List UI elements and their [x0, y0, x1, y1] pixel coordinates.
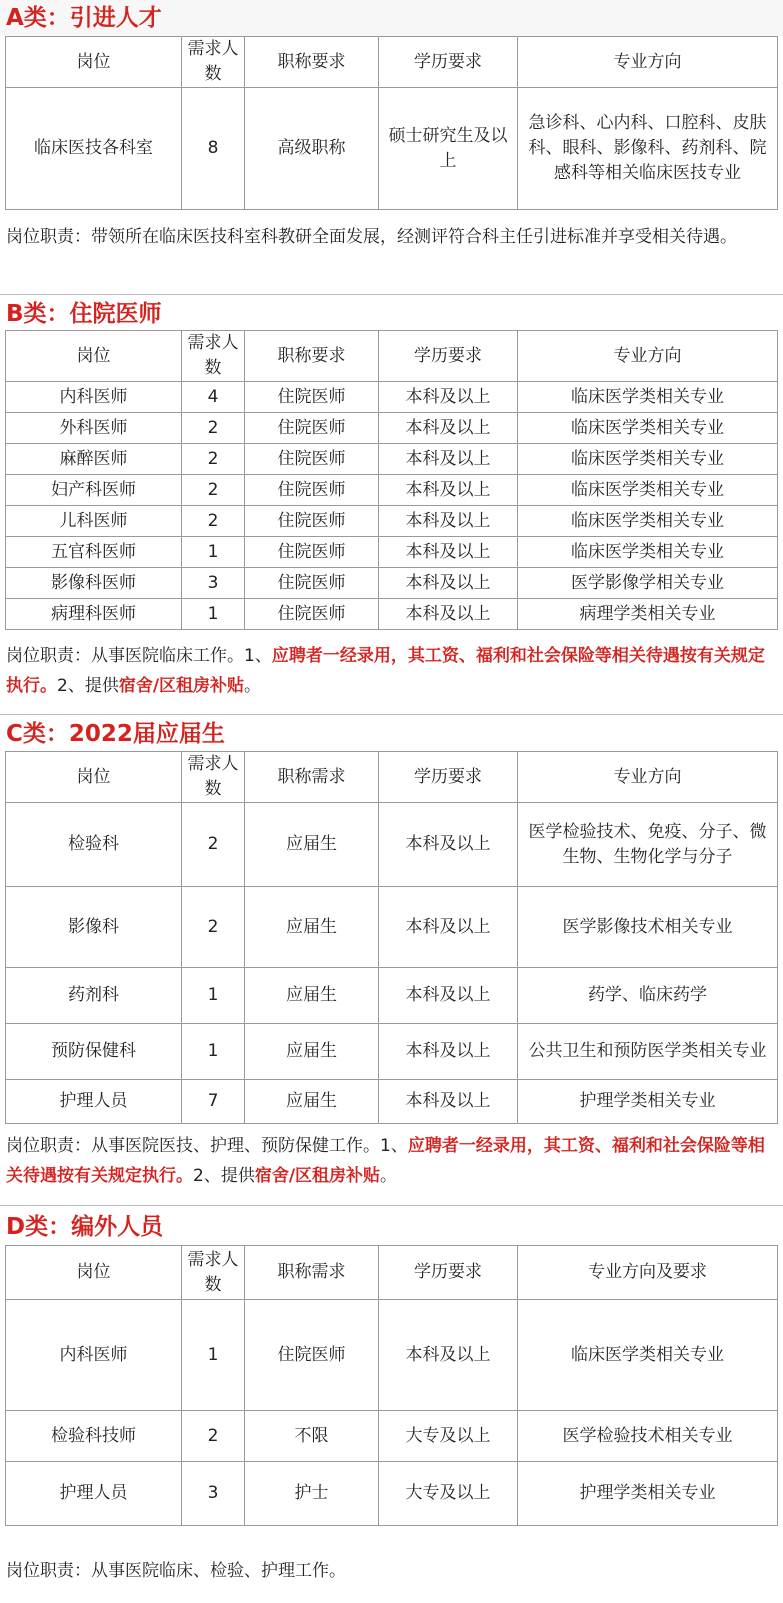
- section-c-title: C类：2022届应届生: [6, 721, 225, 747]
- cell-major: 公共卫生和预防医学类相关专业: [518, 1024, 778, 1080]
- header-major: 专业方向: [518, 752, 778, 803]
- table-row: [6, 568, 778, 599]
- cell-title: 应届生: [245, 968, 379, 1024]
- cell-edu: 本科及以上: [379, 413, 518, 444]
- divider: [0, 294, 783, 295]
- divider: [0, 1205, 783, 1206]
- header-post: 岗位: [6, 37, 182, 88]
- cell-title: 住院医师: [245, 382, 379, 413]
- cell-edu: 本科及以上: [379, 537, 518, 568]
- cell-post: 检验科: [6, 803, 182, 887]
- cell-edu: 本科及以上: [379, 1080, 518, 1124]
- section-c-duty: [0, 1131, 783, 1191]
- cell-count: 7: [182, 1080, 245, 1124]
- cell-count: 1: [182, 1024, 245, 1080]
- cell-count: 3: [182, 1462, 245, 1526]
- cell-edu: 本科及以上: [379, 382, 518, 413]
- table-row: [6, 506, 778, 537]
- table-row: [6, 803, 778, 887]
- header-edu: 学历要求: [379, 37, 518, 88]
- cell-edu: 本科及以上: [379, 475, 518, 506]
- cell-post: 内科医师: [6, 382, 182, 413]
- cell-post: 病理科医师: [6, 599, 182, 630]
- cell-major: 临床医学类相关专业: [518, 475, 778, 506]
- table-row: [6, 88, 778, 210]
- cell-title: 应届生: [245, 1024, 379, 1080]
- section-b-table: [5, 330, 778, 630]
- table-row: [6, 413, 778, 444]
- header-major: 专业方向: [518, 331, 778, 382]
- cell-title: 应届生: [245, 887, 379, 968]
- cell-count: 2: [182, 475, 245, 506]
- cell-title: 住院医师: [245, 568, 379, 599]
- cell-major: 临床医学类相关专业: [518, 382, 778, 413]
- cell-post: 妇产科医师: [6, 475, 182, 506]
- cell-title: 住院医师: [245, 599, 379, 630]
- cell-title: 住院医师: [245, 475, 379, 506]
- cell-post: 检验科技师: [6, 1411, 182, 1462]
- table-row: [6, 1024, 778, 1080]
- cell-post: 外科医师: [6, 413, 182, 444]
- cell-count: 4: [182, 382, 245, 413]
- cell-edu: 本科及以上: [379, 599, 518, 630]
- cell-post: 儿科医师: [6, 506, 182, 537]
- cell-post: 临床医技各科室: [6, 88, 182, 210]
- cell-major: 病理学类相关专业: [518, 599, 778, 630]
- table-header-row: [6, 752, 778, 803]
- cell-edu: 本科及以上: [379, 444, 518, 475]
- header-edu: 学历要求: [379, 752, 518, 803]
- cell-count: 2: [182, 413, 245, 444]
- cell-post: 护理人员: [6, 1462, 182, 1526]
- table-row: [6, 382, 778, 413]
- header-title: 职称需求: [245, 1246, 379, 1300]
- cell-edu: 本科及以上: [379, 568, 518, 599]
- cell-edu: 本科及以上: [379, 506, 518, 537]
- divider: [0, 714, 783, 715]
- cell-major: 急诊科、心内科、口腔科、皮肤科、眼科、影像科、药剂科、院感科等相关临床医技专业: [518, 88, 778, 210]
- table-header-row: [6, 331, 778, 382]
- cell-post: 影像科医师: [6, 568, 182, 599]
- cell-title: 应届生: [245, 1080, 379, 1124]
- cell-title: 高级职称: [245, 88, 379, 210]
- cell-post: 麻醉医师: [6, 444, 182, 475]
- cell-title: 住院医师: [245, 413, 379, 444]
- table-header-row: [6, 1246, 778, 1300]
- cell-count: 1: [182, 599, 245, 630]
- duty-text: 2、提供: [57, 676, 119, 696]
- cell-edu: 本科及以上: [379, 887, 518, 968]
- header-count: 需求人数: [182, 331, 245, 382]
- duty-text: 岗位职责：从事医院临床工作。1、: [6, 646, 272, 666]
- cell-major: 医学影像技术相关专业: [518, 887, 778, 968]
- header-count: 需求人数: [182, 37, 245, 88]
- cell-count: 8: [182, 88, 245, 210]
- cell-post: 内科医师: [6, 1300, 182, 1411]
- cell-major: 医学检验技术、免疫、分子、微生物、生物化学与分子: [518, 803, 778, 887]
- cell-major: 临床医学类相关专业: [518, 1300, 778, 1411]
- cell-edu: 硕士研究生及以上: [379, 88, 518, 210]
- cell-major: 临床医学类相关专业: [518, 537, 778, 568]
- cell-title: 住院医师: [245, 537, 379, 568]
- cell-count: 1: [182, 537, 245, 568]
- header-count: 需求人数: [182, 752, 245, 803]
- cell-post: 药剂科: [6, 968, 182, 1024]
- section-c-table: [5, 751, 778, 1124]
- duty-highlight: 宿舍/区租房补贴: [254, 1166, 381, 1186]
- header-title: 职称需求: [245, 752, 379, 803]
- section-a-duty: 岗位职责：带领所在临床医技科室科教研全面发展，经测评符合科主任引进标准并享受相关待遇。: [6, 227, 737, 247]
- cell-major: 医学检验技术相关专业: [518, 1411, 778, 1462]
- table-row: [6, 887, 778, 968]
- cell-edu: 大专及以上: [379, 1411, 518, 1462]
- cell-edu: 大专及以上: [379, 1462, 518, 1526]
- header-title: 职称要求: [245, 37, 379, 88]
- cell-count: 1: [182, 1300, 245, 1411]
- cell-post: 护理人员: [6, 1080, 182, 1124]
- header-post: 岗位: [6, 1246, 182, 1300]
- section-d-table: [5, 1245, 778, 1526]
- table-row: [6, 968, 778, 1024]
- header-edu: 学历要求: [379, 1246, 518, 1300]
- table-row: [6, 444, 778, 475]
- cell-title: 护士: [245, 1462, 379, 1526]
- cell-major: 护理学类相关专业: [518, 1462, 778, 1526]
- cell-title: 住院医师: [245, 444, 379, 475]
- table-header-row: [6, 37, 778, 88]
- cell-post: 预防保健科: [6, 1024, 182, 1080]
- cell-count: 2: [182, 1411, 245, 1462]
- section-a-table: [5, 36, 778, 210]
- cell-edu: 本科及以上: [379, 968, 518, 1024]
- header-count: 需求人数: [182, 1246, 245, 1300]
- duty-highlight: 应聘者一经录用，其工资、福利和社会保险等相关待遇按有关规定执行。: [6, 1136, 765, 1186]
- cell-post: 五官科医师: [6, 537, 182, 568]
- cell-major: 护理学类相关专业: [518, 1080, 778, 1124]
- cell-edu: 本科及以上: [379, 1024, 518, 1080]
- cell-count: 2: [182, 803, 245, 887]
- cell-post: 影像科: [6, 887, 182, 968]
- duty-text: 岗位职责：从事医院医技、护理、预防保健工作。1、: [6, 1136, 408, 1156]
- cell-major: 药学、临床药学: [518, 968, 778, 1024]
- table-row: [6, 1300, 778, 1411]
- duty-text: 。: [380, 1166, 398, 1186]
- header-title: 职称要求: [245, 331, 379, 382]
- cell-count: 2: [182, 887, 245, 968]
- section-a-title: A类：引进人才: [0, 0, 783, 36]
- section-d-duty: 岗位职责：从事医院临床、检验、护理工作。: [6, 1561, 346, 1581]
- table-row: [6, 475, 778, 506]
- duty-highlight: 应聘者一经录用，其工资、福利和社会保险等相关待遇按有关规定执行。: [6, 646, 765, 696]
- cell-title: 应届生: [245, 803, 379, 887]
- cell-major: 医学影像学相关专业: [518, 568, 778, 599]
- duty-text: 。: [244, 676, 262, 696]
- cell-major: 临床医学类相关专业: [518, 413, 778, 444]
- section-b-title: B类：住院医师: [6, 301, 162, 327]
- cell-count: 1: [182, 968, 245, 1024]
- cell-edu: 本科及以上: [379, 803, 518, 887]
- cell-major: 临床医学类相关专业: [518, 444, 778, 475]
- header-post: 岗位: [6, 752, 182, 803]
- header-major: 专业方向及要求: [518, 1246, 778, 1300]
- header-post: 岗位: [6, 331, 182, 382]
- cell-title: 住院医师: [245, 506, 379, 537]
- section-d-title: D类：编外人员: [6, 1214, 164, 1240]
- table-row: [6, 599, 778, 630]
- cell-count: 2: [182, 444, 245, 475]
- table-row: [6, 537, 778, 568]
- cell-title: 不限: [245, 1411, 379, 1462]
- table-row: [6, 1080, 778, 1124]
- section-b-duty: [0, 641, 783, 701]
- cell-count: 2: [182, 506, 245, 537]
- cell-major: 临床医学类相关专业: [518, 506, 778, 537]
- cell-edu: 本科及以上: [379, 1300, 518, 1411]
- duty-highlight: 宿舍/区租房补贴: [118, 676, 245, 696]
- header-edu: 学历要求: [379, 331, 518, 382]
- cell-count: 3: [182, 568, 245, 599]
- cell-title: 住院医师: [245, 1300, 379, 1411]
- duty-text: 2、提供: [193, 1166, 255, 1186]
- table-row: [6, 1411, 778, 1462]
- table-row: [6, 1462, 778, 1526]
- header-major: 专业方向: [518, 37, 778, 88]
